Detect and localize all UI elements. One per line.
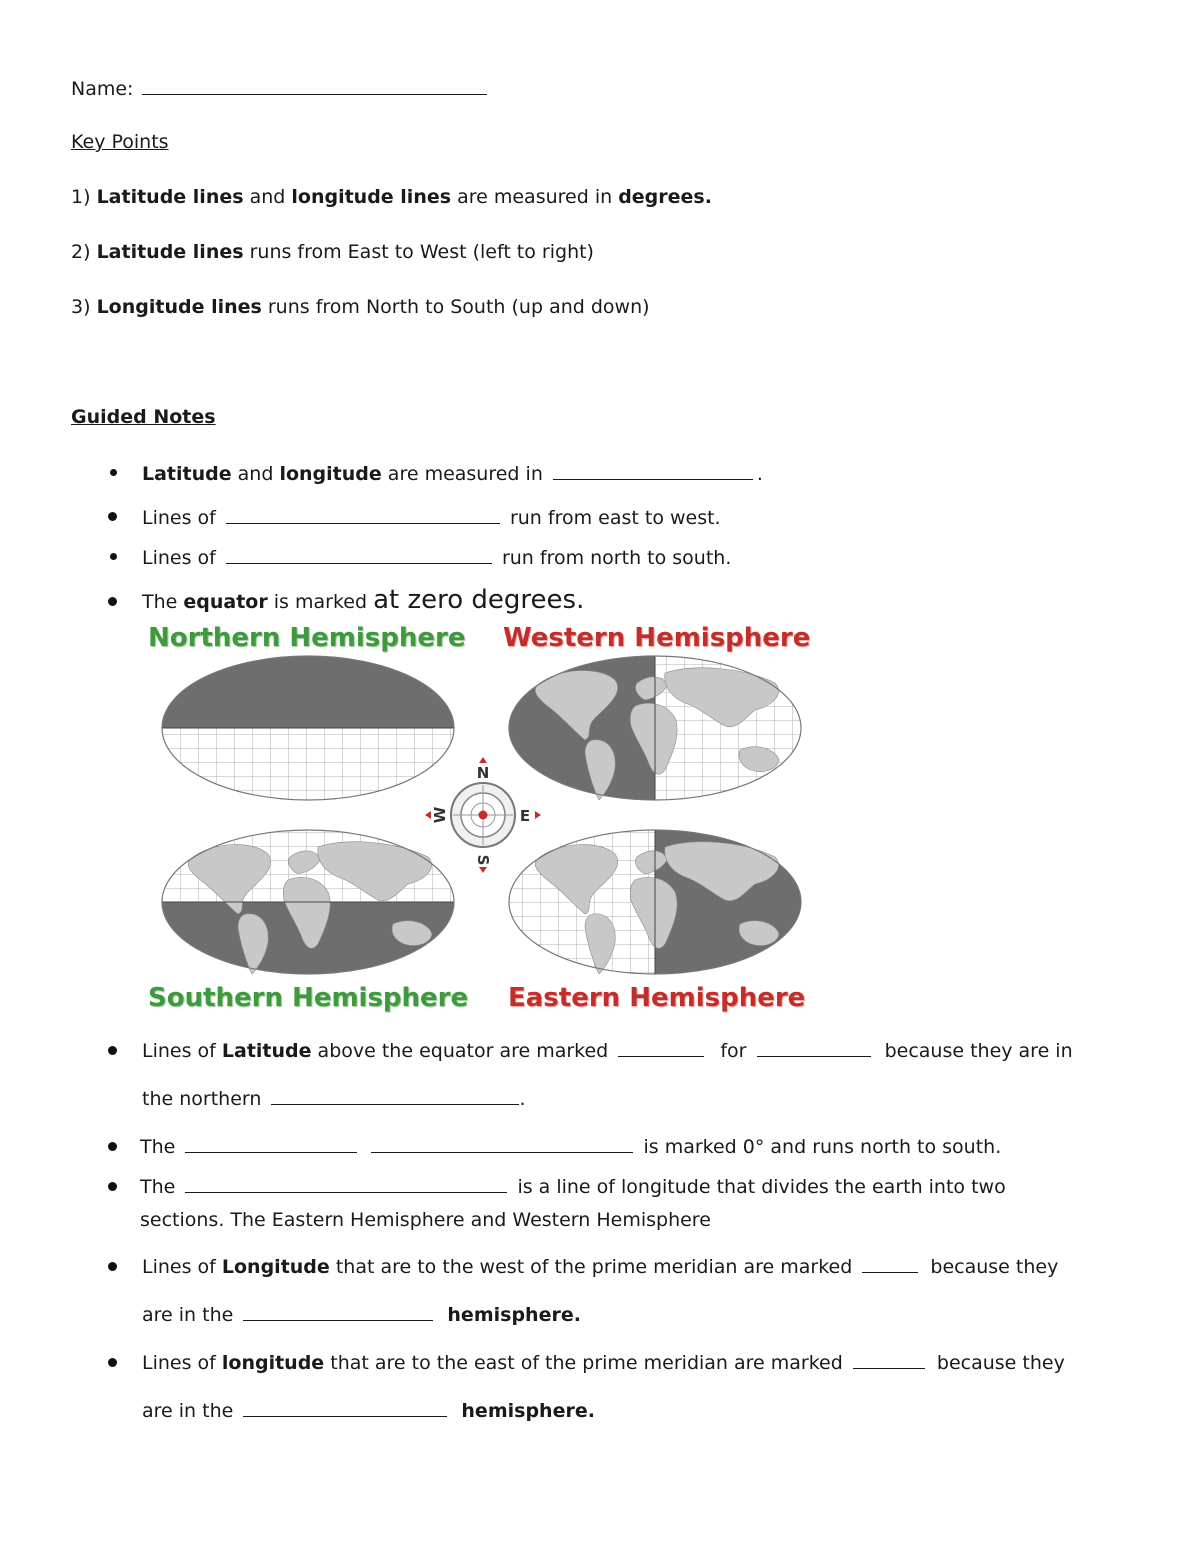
blank-northern[interactable]	[271, 1086, 519, 1105]
bullet-7	[108, 1182, 117, 1191]
note-5-cont: the northern .	[142, 1088, 526, 1110]
western-hemisphere-label: Western Hemisphere	[503, 623, 811, 653]
compass-s: S	[474, 854, 492, 866]
note-7: The is a line of longitude that divides the earth into two	[140, 1176, 1006, 1198]
note-5: Lines of Latitude above the equator are marked for because they are in	[142, 1040, 1073, 1062]
key-point-2: 2) Latitude lines runs from East to West (left to right)	[71, 241, 594, 263]
eastern-hemisphere-map	[505, 828, 805, 978]
western-hemisphere-map	[505, 654, 805, 804]
blank-west-marked[interactable]	[862, 1254, 918, 1273]
bullet-9	[108, 1358, 117, 1367]
compass-w: W	[431, 806, 449, 824]
bullet-3	[110, 553, 117, 560]
name-blank[interactable]	[142, 76, 487, 95]
blank-east-hemisphere[interactable]	[243, 1398, 447, 1417]
key-points-heading: Key Points	[71, 131, 169, 153]
southern-hemisphere-map	[160, 828, 460, 977]
blank-latitude-marked[interactable]	[618, 1038, 704, 1057]
bullet-6	[108, 1142, 117, 1151]
note-2: Lines of run from east to west.	[142, 507, 721, 529]
note-1: Latitude and longitude are measured in .	[142, 463, 763, 485]
northern-hemisphere-label: Northern Hemisphere	[148, 623, 466, 653]
note-7-cont: sections. The Eastern Hemisphere and Western Hemisphere	[140, 1209, 711, 1231]
name-label: Name:	[71, 78, 134, 100]
bullet-2	[108, 512, 117, 521]
northern-hemisphere-map	[160, 654, 460, 803]
blank-measured-in[interactable]	[553, 461, 753, 480]
bullet-4	[108, 597, 117, 606]
blank-prime[interactable]	[185, 1134, 357, 1153]
blank-lines-north-south[interactable]	[226, 545, 492, 564]
name-field[interactable]	[71, 76, 491, 100]
blank-latitude-for[interactable]	[757, 1038, 871, 1057]
southern-hemisphere-label: Southern Hemisphere	[148, 983, 469, 1013]
bullet-1	[110, 469, 117, 476]
bullet-8	[108, 1262, 117, 1271]
note-9: Lines of longitude that are to the east of the prime meridian are marked because they	[142, 1352, 1065, 1374]
blank-lines-east-west[interactable]	[226, 505, 500, 524]
key-point-1: 1) Latitude lines and longitude lines are measured in degrees.	[71, 186, 712, 208]
blank-meridian[interactable]	[371, 1134, 633, 1153]
eastern-hemisphere-label: Eastern Hemisphere	[508, 983, 806, 1013]
compass-rose-icon	[425, 757, 541, 873]
compass-n: N	[476, 764, 490, 782]
blank-west-hemisphere[interactable]	[243, 1302, 433, 1321]
note-6: The is marked 0° and runs north to south.	[140, 1136, 1002, 1158]
key-point-3: 3) Longitude lines runs from North to South (up and down)	[71, 296, 650, 318]
compass-e: E	[519, 807, 531, 825]
hemisphere-figure	[0, 650, 1200, 1050]
note-4: The equator is marked at zero degrees.	[142, 585, 585, 615]
note-8: Lines of Longitude that are to the west of the prime meridian are marked because they	[142, 1256, 1059, 1278]
note-9-cont: are in the hemisphere.	[142, 1400, 595, 1422]
bullet-5	[108, 1046, 117, 1055]
blank-east-marked[interactable]	[853, 1350, 925, 1369]
note-3: Lines of run from north to south.	[142, 547, 732, 569]
blank-prime-meridian[interactable]	[185, 1174, 507, 1193]
guided-notes-heading: Guided Notes	[71, 406, 216, 428]
note-8-cont: are in the hemisphere.	[142, 1304, 581, 1326]
